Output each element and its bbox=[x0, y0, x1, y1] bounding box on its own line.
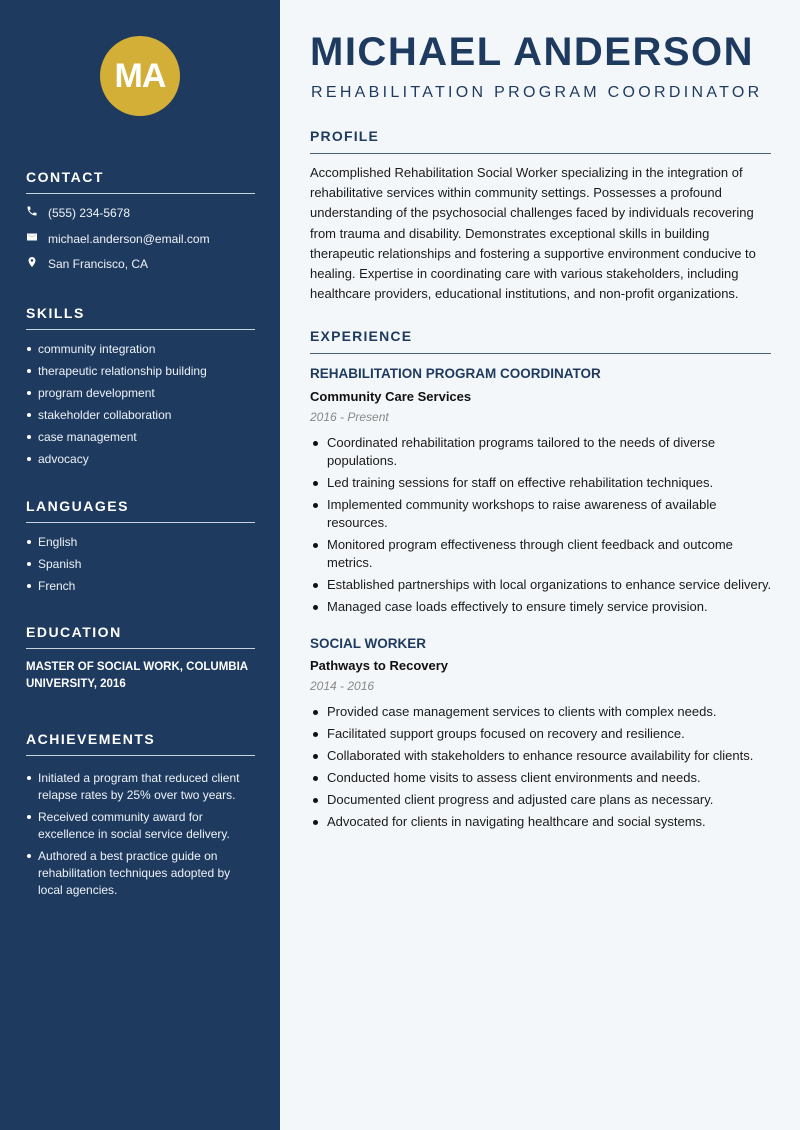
job-dates: 2014 - 2016 bbox=[310, 679, 375, 693]
job-company: Community Care Services bbox=[310, 389, 472, 404]
contact-phone bbox=[26, 205, 130, 220]
contact-location bbox=[26, 256, 148, 271]
candidate-name: MICHAEL ANDERSON bbox=[310, 30, 755, 74]
job-bullet: Established partnerships with local organizations to enhance service delivery. bbox=[310, 576, 780, 594]
avatar: MA bbox=[100, 36, 180, 116]
language-item: French bbox=[26, 579, 256, 601]
job-bullet: Coordinated rehabilitation programs tailored to the needs of diverse populations. bbox=[310, 434, 780, 470]
experience-heading: EXPERIENCE bbox=[310, 328, 771, 354]
job-title: REHABILITATION PROGRAM COORDINATOR bbox=[310, 366, 601, 381]
location-text: San Francisco, CA bbox=[48, 256, 149, 271]
skill-item: community integration bbox=[26, 342, 256, 364]
job-bullet: Facilitated support groups focused on recovery and resilience. bbox=[310, 725, 780, 743]
location-pin-icon bbox=[26, 256, 38, 271]
email-text: michael.anderson@email.com bbox=[48, 231, 210, 246]
profile-heading: PROFILE bbox=[310, 128, 771, 154]
education-entry: MASTER OF SOCIAL WORK, COLUMBIA UNIVERSITY, 2016 bbox=[26, 661, 248, 690]
job-bullet: Implemented community workshops to raise awareness of available resources. bbox=[310, 496, 780, 532]
skills-heading: SKILLS bbox=[26, 305, 255, 330]
job-dates: 2016 - Present bbox=[310, 410, 389, 424]
skill-item: case management bbox=[26, 430, 256, 452]
sidebar bbox=[0, 0, 280, 1130]
main-content bbox=[280, 0, 800, 1130]
skill-item: advocacy bbox=[26, 452, 256, 474]
achievement-item: Authored a best practice guide on rehabilitation techniques adopted by local agencies. bbox=[26, 848, 256, 899]
job-bullet: Provided case management services to clients with complex needs. bbox=[310, 703, 780, 721]
phone-text: (555) 234-5678 bbox=[48, 205, 131, 220]
job-bullet: Managed case loads effectively to ensure timely service provision. bbox=[310, 598, 780, 616]
achievement-item: Initiated a program that reduced client relapse rates by 25% over two years. bbox=[26, 770, 256, 804]
skills-list bbox=[26, 342, 256, 474]
job-bullet: Documented client progress and adjusted care plans as necessary. bbox=[310, 791, 780, 809]
language-item: English bbox=[26, 535, 256, 557]
contact-email bbox=[26, 231, 210, 246]
job-bullet: Led training sessions for staff on effective rehabilitation techniques. bbox=[310, 474, 780, 492]
email-icon bbox=[26, 231, 38, 246]
languages-heading: LANGUAGES bbox=[26, 498, 255, 523]
education-heading: EDUCATION bbox=[26, 624, 255, 649]
candidate-title: REHABILITATION PROGRAM COORDINATOR bbox=[311, 84, 763, 101]
phone-icon bbox=[26, 205, 38, 220]
language-item: Spanish bbox=[26, 557, 256, 579]
job-company: Pathways to Recovery bbox=[310, 658, 449, 673]
job-bullet: Collaborated with stakeholders to enhance resource availability for clients. bbox=[310, 747, 780, 765]
job-bullets bbox=[310, 703, 780, 835]
skill-item: therapeutic relationship building bbox=[26, 364, 256, 386]
achievements-list bbox=[26, 770, 256, 904]
achievement-item: Received community award for excellence in social service delivery. bbox=[26, 809, 256, 843]
languages-list bbox=[26, 535, 256, 601]
skill-item: stakeholder collaboration bbox=[26, 408, 256, 430]
skill-item: program development bbox=[26, 386, 256, 408]
contact-heading: CONTACT bbox=[26, 169, 255, 194]
achievements-heading: ACHIEVEMENTS bbox=[26, 731, 255, 756]
job-bullet: Conducted home visits to assess client environments and needs. bbox=[310, 769, 780, 787]
job-bullets bbox=[310, 434, 780, 620]
job-bullet: Monitored program effectiveness through client feedback and outcome metrics. bbox=[310, 536, 780, 572]
job-title: SOCIAL WORKER bbox=[310, 636, 427, 651]
job-bullet: Advocated for clients in navigating healthcare and social systems. bbox=[310, 813, 780, 831]
profile-text: Accomplished Rehabilitation Social Worker specializing in the integration of rehabilitative services within community settings. Possesses a profound understanding of the psychosocial challenges faced by individuals recovering from trauma and disability. Demonstrates exceptional skills in building therapeutic relationships and fostering a supportive environment conducive to healing. Expertise in coordinating care with various stakeholders, including healthcare providers, educational institutions, and non-profit organizations. bbox=[310, 165, 756, 302]
